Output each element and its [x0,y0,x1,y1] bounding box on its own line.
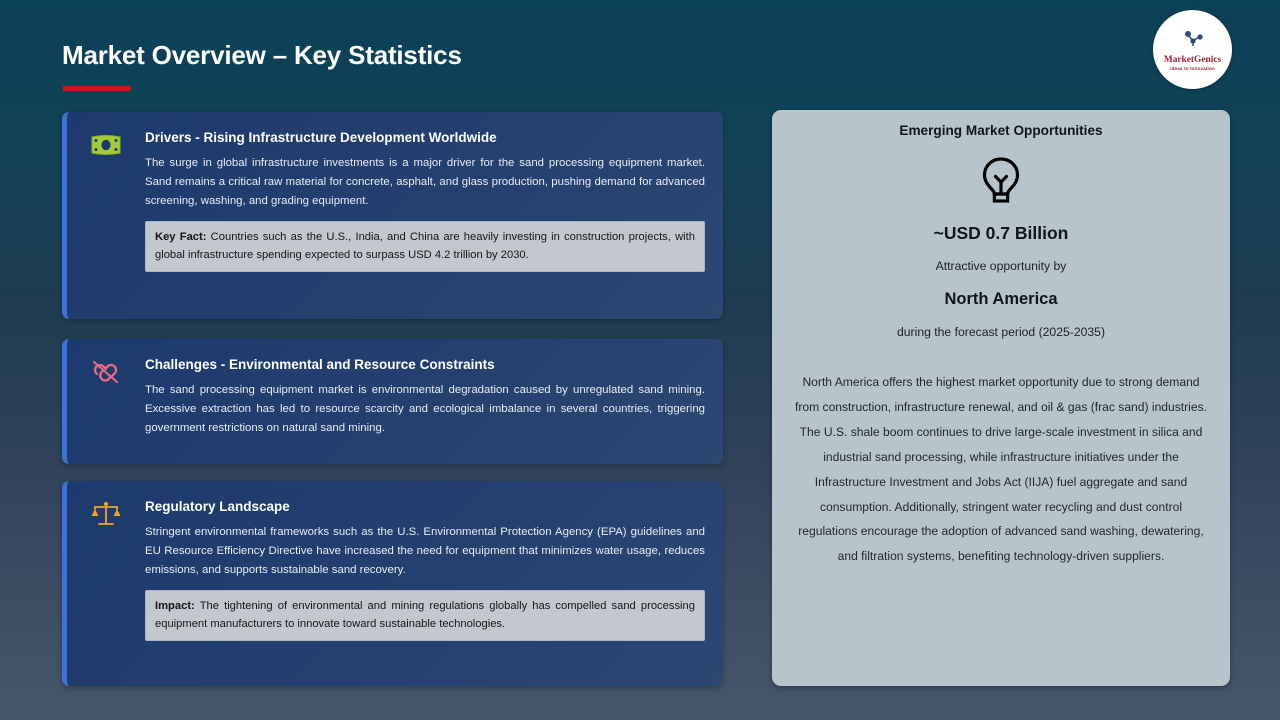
title-accent-underline [63,86,131,91]
card-callout [145,590,705,641]
card-regulatory [62,481,723,686]
card-drivers [62,112,723,319]
panel-description: North America offers the highest market opportunity due to strong demand from construction, infrastructure renewal, and oil & gas (frac sand) industries. The U.S. shale boom continues to drive large-scale investment in silica and industrial sand processing, while infrastructure initiatives under the Infrastructure Investment and Jobs Act (IIJA) fuel aggregate and sand consumption. Additionally, stringent water recycling and dust control regulations encourage the adoption of advanced sand washing, dewatering, and filtration systems, benefiting technology-driven suppliers. [794,375,1208,564]
lightbulb-icon [788,156,1214,211]
card-text: The surge in global infrastructure investments is a major driver for the sand processing equipment market. Sand remains a critical raw material for concrete, asphalt, and glass production, pushing demand for advanced screening, washing, and grading equipment. [145,156,705,207]
logo-tagline-text: Ideas to Innovation [1170,65,1215,71]
logo-brand-text: MarketGenics [1163,54,1222,65]
callout-text: Countries such as the U.S., India, and China are heavily investing in construction projects, with global infrastructure spending expected to surpass USD 4.2 trillion by 2030. [155,230,695,262]
panel-subtitle-attractive: Attractive opportunity by [935,259,1067,273]
network-nodes-icon [1180,30,1206,55]
card-title: Drivers - Rising Infrastructure Development Worldwide [145,130,497,145]
balance-scales-icon [89,499,123,529]
callout-label: Key Fact: [155,230,207,243]
money-banknote-icon [89,130,123,160]
broken-link-icon [89,357,123,387]
callout-text: The tightening of environmental and mining regulations globally has compelled sand processing equipment manufacturers to innovate toward sustainable technologies. [155,599,695,631]
card-title: Regulatory Landscape [145,499,290,514]
panel-forecast-period: during the forecast period (2025-2035) [897,325,1105,339]
card-title: Challenges - Environmental and Resource Constraints [145,357,495,372]
card-text: Stringent environmental frameworks such as the U.S. Environmental Protection Agency (EPA) guidelines and EU Resource Efficiency Directive have increased the need for equipment that minimizes water usage, reduces emissions, and supports sustainable sand recovery. [145,525,705,576]
card-challenges [62,339,723,464]
emerging-market-opportunities-panel [772,110,1230,686]
callout-label: Impact: [155,599,195,612]
page-title: Market Overview – Key Statistics [62,40,462,70]
panel-opportunity-value: ~USD 0.7 Billion [933,223,1069,243]
card-text: The sand processing equipment market is environmental degradation caused by unregulated sand mining. Excessive extraction has led to resource scarcity and ecological imbalance in several countries, triggering government restrictions on natural sand mining. [145,383,705,434]
card-callout [145,221,705,272]
panel-title: Emerging Market Opportunities [899,123,1103,138]
company-logo [1153,10,1232,89]
panel-region: North America [944,290,1058,308]
